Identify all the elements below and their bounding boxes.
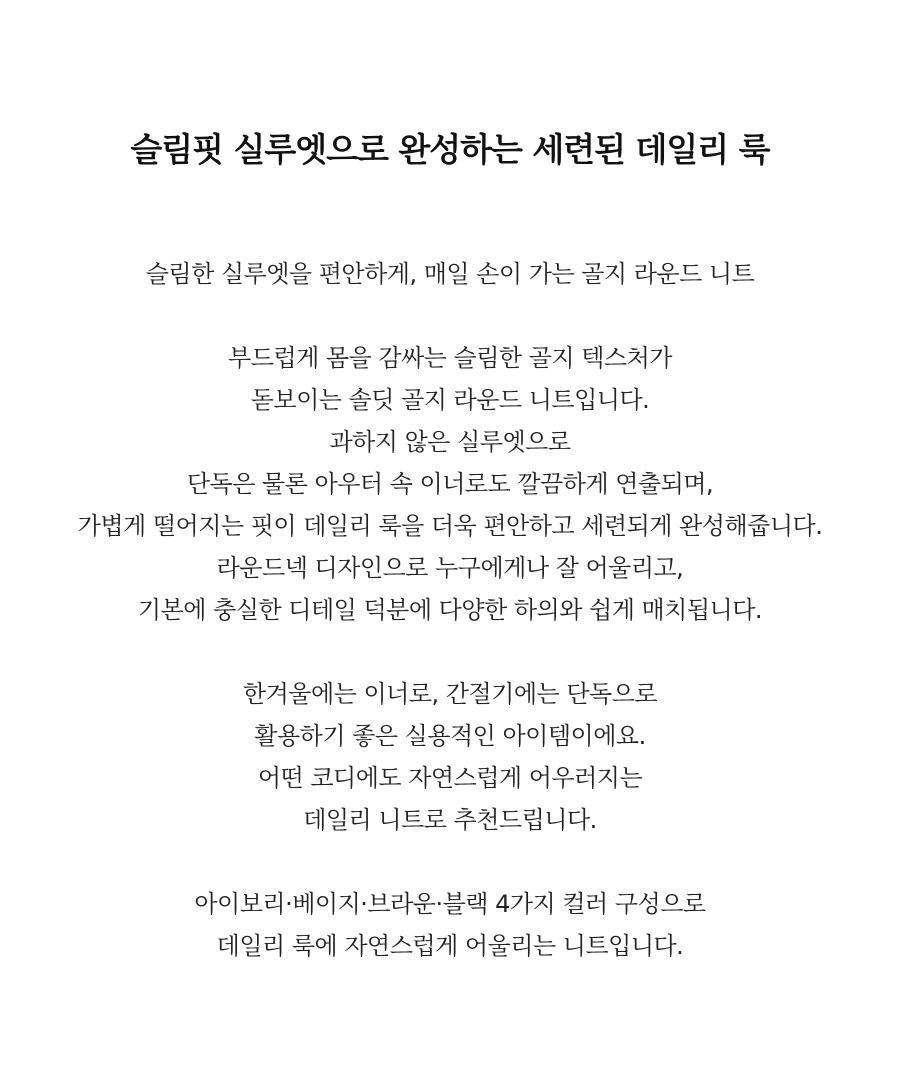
text-line: 과하지 않은 실루엣으로	[329, 428, 571, 456]
text-line: 데일리 니트로 추천드립니다.	[303, 806, 597, 834]
page-title: 슬림핏 실루엣으로 완성하는 세련된 데일리 룩	[130, 130, 770, 169]
text-line: 부드럽게 몸을 감싸는 슬림한 골지 텍스처가	[228, 344, 672, 372]
text-line: 라운드넥 디자인으로 누구에게나 잘 어울리고,	[216, 554, 684, 582]
text-line: 가볍게 떨어지는 핏이 데일리 룩을 더욱 편안하고 세련되게 완성해줍니다.	[77, 512, 823, 540]
text-line: 어떤 코디에도 자연스럽게 어우러지는	[257, 764, 643, 792]
text-line: 기본에 충실한 디테일 덕분에 다양한 하의와 쉽게 매치됩니다.	[137, 596, 763, 624]
text-line: 한겨울에는 이너로, 간절기에는 단독으로	[242, 680, 658, 708]
usage-paragraph	[0, 673, 900, 841]
text-line: 활용하기 좋은 실용적인 아이템이에요.	[254, 722, 646, 750]
text-line: 데일리 룩에 자연스럽게 어울리는 니트입니다.	[216, 932, 684, 960]
color-options-paragraph	[0, 883, 900, 967]
description-body	[0, 253, 900, 967]
text-line: 단독은 물론 아우터 속 이너로도 깔끔하게 연출되며,	[186, 470, 714, 498]
text-line: 돋보이는 솔딧 골지 라운드 니트입니다.	[250, 386, 650, 414]
detail-paragraph	[0, 337, 900, 631]
text-line: 아이보리·베이지·브라운·블랙 4가지 컬러 구성으로	[194, 890, 706, 918]
text-line: 슬림한 실루엣을 편안하게, 매일 손이 가는 골지 라운드 니트	[145, 260, 755, 288]
intro-paragraph	[0, 253, 900, 295]
